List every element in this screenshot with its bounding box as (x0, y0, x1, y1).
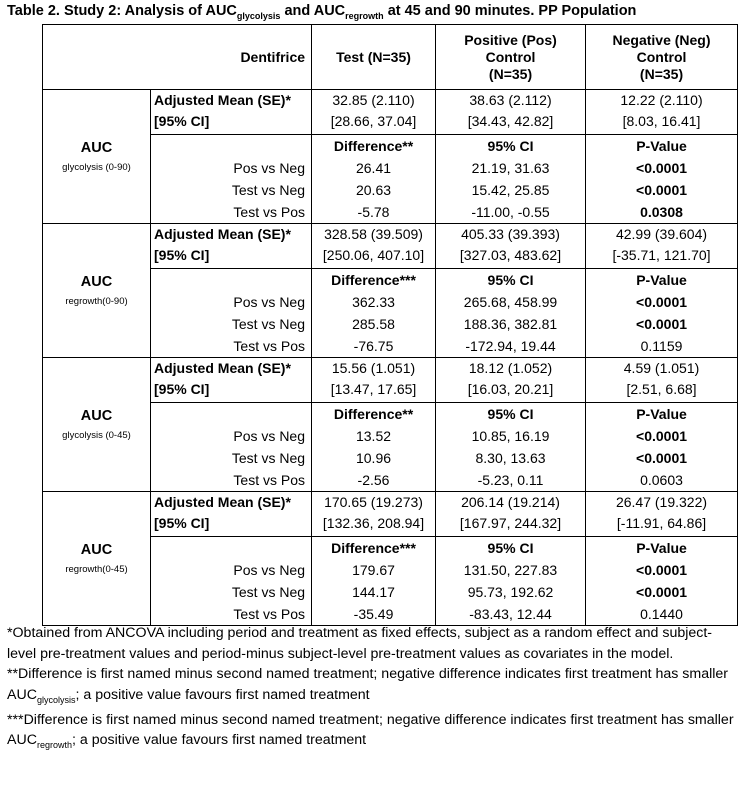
comparison-label: Pos vs Neg (233, 562, 306, 578)
mean-test: 170.65 (19.273) [132.36, 208.94] (312, 492, 436, 537)
comparison-label: Test vs Neg (231, 316, 306, 332)
comparison-label: Test vs Pos (233, 204, 306, 220)
mean-label: Adjusted Mean (SE)* [95% CI] (151, 492, 312, 537)
p-value: <0.0001 (636, 316, 688, 332)
mean-row (43, 224, 738, 269)
ci-value: 15.42, 25.85 (471, 182, 550, 198)
footnote-1: *Obtained from ANCOVA including period and treatment as fixed effects, subject as a random effect and subject-level pre-treatment values and period-minus subject-level pre-treatment values as covariates in the model. (7, 625, 713, 662)
footnotes (7, 623, 737, 756)
mean-pos: 206.14 (19.214) [167.97, 244.32] (436, 492, 586, 537)
p-value: 0.1440 (640, 606, 683, 622)
p-value-column: P-Value <0.0001 <0.0001 0.0603 (586, 403, 738, 492)
difference-column: Difference*** 362.33 285.58 -76.75 (312, 269, 436, 358)
header-dentifrice: Dentifrice (43, 25, 312, 90)
header-neg: Negative (Neg) Control (N=35) (586, 25, 738, 90)
comparison-label: Test vs Neg (231, 182, 306, 198)
mean-pos: 38.63 (2.112) [34.43, 42.82] (436, 90, 586, 135)
p-value: <0.0001 (636, 160, 688, 176)
comparison-label: Test vs Pos (233, 606, 306, 622)
ci-value: -5.23, 0.11 (477, 472, 544, 488)
comparison-label: Test vs Neg (231, 584, 306, 600)
header-row (43, 25, 738, 90)
difference-value: 285.58 (352, 316, 395, 332)
ci-value: 131.50, 227.83 (463, 562, 558, 578)
comparison-label: Pos vs Neg (233, 160, 306, 176)
p-value-column: P-Value <0.0001 <0.0001 0.0308 (586, 135, 738, 224)
mean-label: Adjusted Mean (SE)* [95% CI] (151, 224, 312, 269)
footnote-2: **Difference is first named minus second named treatment; negative difference indicates first treatment has smaller $AUC_{glycolysis}$; a positive value favours first named treatment (7, 666, 729, 705)
mean-pos: 18.12 (1.052) [16.03, 20.21] (436, 358, 586, 403)
difference-value: 13.52 (355, 428, 392, 444)
mean-neg: 4.59 (1.051) [2.51, 6.68] (586, 358, 738, 403)
p-value: 0.1159 (640, 338, 683, 354)
results-table (42, 24, 738, 626)
comparison-label: Test vs Pos (233, 338, 306, 354)
difference-value: 26.41 (355, 160, 392, 176)
ci-column: 95% CI 21.19, 31.63 15.42, 25.85 -11.00, -0.55 (436, 135, 586, 224)
difference-column: Difference** 26.41 20.63 -5.78 (312, 135, 436, 224)
group-label: AUC regrowth(0-45) (43, 492, 151, 626)
ci-value: 188.36, 382.81 (463, 316, 558, 332)
difference-value: 179.67 (352, 562, 395, 578)
mean-row (43, 90, 738, 135)
p-value: <0.0001 (636, 294, 688, 310)
ci-value: 95.73, 192.62 (467, 584, 554, 600)
group-label: AUC regrowth(0-90) (43, 224, 151, 358)
comparison-label: Test vs Neg (231, 450, 306, 466)
ci-value: -11.00, -0.55 (471, 204, 550, 220)
difference-value: -2.56 (357, 472, 390, 488)
ci-value: 265.68, 458.99 (463, 294, 558, 310)
comparison-labels (151, 135, 312, 224)
comparison-label: Pos vs Neg (233, 428, 306, 444)
comparison-labels (151, 269, 312, 358)
difference-column: Difference** 13.52 10.96 -2.56 (312, 403, 436, 492)
p-value: <0.0001 (636, 428, 688, 444)
p-value: 0.0603 (640, 472, 683, 488)
ci-column: 95% CI 131.50, 227.83 95.73, 192.62 -83.43, 12.44 (436, 537, 586, 626)
mean-row (43, 358, 738, 403)
mean-test: 32.85 (2.110) [28.66, 37.04] (312, 90, 436, 135)
comparison-label: Pos vs Neg (233, 294, 306, 310)
group-label: AUC glycolysis (0-90) (43, 90, 151, 224)
p-value: 0.0308 (640, 204, 683, 220)
p-value: <0.0001 (636, 562, 688, 578)
mean-neg: 26.47 (19.322) [-11.91, 64.86] (586, 492, 738, 537)
p-value-column: P-Value <0.0001 <0.0001 0.1159 (586, 269, 738, 358)
ci-column: 95% CI 265.68, 458.99 188.36, 382.81 -172.94, 19.44 (436, 269, 586, 358)
header-pos: Positive (Pos) Control (N=35) (436, 25, 586, 90)
mean-label: Adjusted Mean (SE)* [95% CI] (151, 358, 312, 403)
ci-value: -172.94, 19.44 (465, 338, 556, 354)
comparison-label: Test vs Pos (233, 472, 306, 488)
footnote-3: ***Difference is first named minus second named treatment; negative difference indicates first treatment has smaller $AUC_{regrowth}$; a positive value favours first named treatment (7, 711, 734, 751)
mean-neg: 42.99 (39.604) [-35.71, 121.70] (586, 224, 738, 269)
mean-test: 328.58 (39.509) [250.06, 407.10] (312, 224, 436, 269)
difference-value: 20.63 (355, 182, 392, 198)
p-value: <0.0001 (636, 182, 688, 198)
comparison-labels (151, 403, 312, 492)
ci-value: 10.85, 16.19 (471, 428, 550, 444)
group-label: AUC glycolysis (0-45) (43, 358, 151, 492)
difference-value: 362.33 (352, 294, 395, 310)
mean-label: Adjusted Mean (SE)* [95% CI] (151, 90, 312, 135)
mean-test: 15.56 (1.051) [13.47, 17.65] (312, 358, 436, 403)
mean-neg: 12.22 (2.110) [8.03, 16.41] (586, 90, 738, 135)
mean-row (43, 492, 738, 537)
ci-column: 95% CI 10.85, 16.19 8.30, 13.63 -5.23, 0.11 (436, 403, 586, 492)
difference-value: -5.78 (357, 204, 390, 220)
difference-value: 144.17 (352, 584, 395, 600)
ci-value: 8.30, 13.63 (475, 450, 546, 466)
p-value: <0.0001 (636, 450, 688, 466)
header-test: Test (N=35) (312, 25, 436, 90)
ci-value: 21.19, 31.63 (471, 160, 550, 176)
difference-value: 10.96 (355, 450, 392, 466)
difference-column: Difference*** 179.67 144.17 -35.49 (312, 537, 436, 626)
difference-value: -35.49 (353, 606, 394, 622)
table-title: Table 2. Study 2: Analysis of $AUC_{glycolysis}$ and $AUC_{regrowth}$ at 45 and 90 minutes. PP Population (7, 3, 637, 21)
p-value: <0.0001 (636, 584, 688, 600)
comparison-labels (151, 537, 312, 626)
p-value-column: P-Value <0.0001 <0.0001 0.1440 (586, 537, 738, 626)
difference-value: -76.75 (353, 338, 394, 354)
mean-pos: 405.33 (39.393) [327.03, 483.62] (436, 224, 586, 269)
ci-value: -83.43, 12.44 (469, 606, 552, 622)
